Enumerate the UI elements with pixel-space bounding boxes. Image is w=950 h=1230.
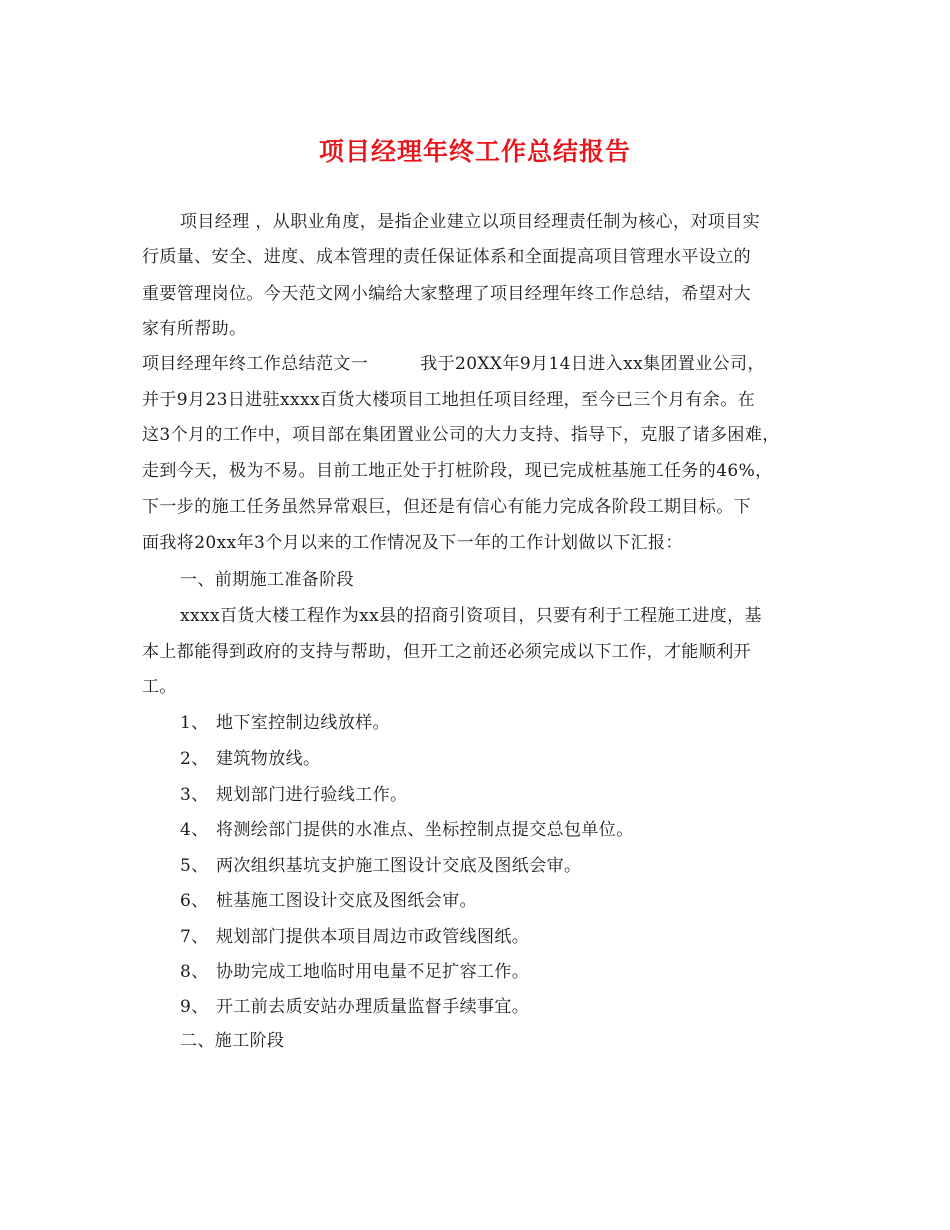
list-item-number: 4、: [180, 820, 209, 840]
body-text-line: 走到今天，极为不易。目前工地正处于打桩阶段，现已完成桩基施工任务的46%，: [142, 461, 773, 481]
body-text-line: 面我将20xx年3个月以来的工作情况及下一年的工作计划做以下汇报：: [142, 533, 683, 553]
list-item-number: 5、: [180, 856, 209, 876]
list-item: [180, 748, 320, 770]
list-item-text: 建筑物放线。: [216, 749, 321, 769]
list-item-text: 地下室控制边线放样。: [216, 713, 390, 733]
list-item: [180, 926, 529, 948]
list-item: [180, 996, 529, 1018]
list-item-text: 规划部门进行验线工作。: [216, 785, 408, 805]
list-item-text: 开工前去质安站办理质量监督手续事宜。: [216, 997, 530, 1017]
body-text-segment: 我于20XX年9月14日进入xx集团置业公司，: [420, 354, 765, 374]
list-item-number: 3、: [180, 785, 209, 805]
sample-heading: 项目经理年终工作总结范文一: [142, 354, 369, 374]
body-text-line: 行质量、安全、进度、成本管理的责任保证体系和全面提高项目管理水平设立的: [142, 247, 751, 267]
section-heading: 一、前期施工准备阶段: [180, 570, 354, 590]
list-item-number: 9、: [180, 997, 209, 1017]
list-item-text: 桩基施工图设计交底及图纸会审。: [216, 891, 477, 911]
list-item: [180, 712, 390, 734]
body-text-line: 重要管理岗位。今天范文网小编给大家整理了项目经理年终工作总结，希望对大: [142, 284, 751, 304]
list-item-number: 8、: [180, 962, 209, 982]
list-item-number: 2、: [180, 749, 209, 769]
list-item-text: 协助完成工地临时用电量不足扩容工作。: [216, 962, 530, 982]
section-heading: 二、施工阶段: [180, 1031, 285, 1051]
body-text-line: [142, 353, 765, 375]
list-item: [180, 961, 529, 983]
body-text-line: xxxx百货大楼工程作为xx县的招商引资项目，只要有利于工程施工进度，基: [180, 606, 762, 626]
list-item-text: 两次组织基坑支护施工图设计交底及图纸会审。: [216, 856, 582, 876]
page-title: 项目经理年终工作总结报告: [318, 137, 631, 166]
body-text-line: 并于9月23日进驻xxxx百货大楼项目工地担任项目经理，至今已三个月有余。在: [142, 390, 755, 410]
list-item-number: 1、: [180, 713, 209, 733]
body-text-line: 项目经理 ，从职业角度，是指企业建立以项目经理责任制为核心，对项目实: [180, 212, 761, 232]
list-item-number: 6、: [180, 891, 209, 911]
list-item: [180, 890, 477, 912]
body-text-line: 工。: [142, 677, 177, 697]
body-text-line: 下一步的施工任务虽然异常艰巨，但还是有信心有能力完成各阶段工期目标。下: [142, 497, 751, 517]
list-item: [180, 855, 581, 877]
list-item-text: 将测绘部门提供的水准点、坐标控制点提交总包单位。: [216, 820, 634, 840]
list-item-number: 7、: [180, 927, 209, 947]
body-text-line: 家有所帮助。: [142, 319, 247, 339]
body-text-line: 本上都能得到政府的支持与帮助，但开工之前还必须完成以下工作，才能顺利开: [142, 642, 751, 662]
list-item-text: 规划部门提供本项目周边市政管线图纸。: [216, 927, 530, 947]
list-item: [180, 819, 634, 841]
body-text-line: 这3个月的工作中，项目部在集团置业公司的大力支持、指导下，克服了诸多困难，: [142, 425, 780, 445]
list-item: [180, 784, 407, 806]
